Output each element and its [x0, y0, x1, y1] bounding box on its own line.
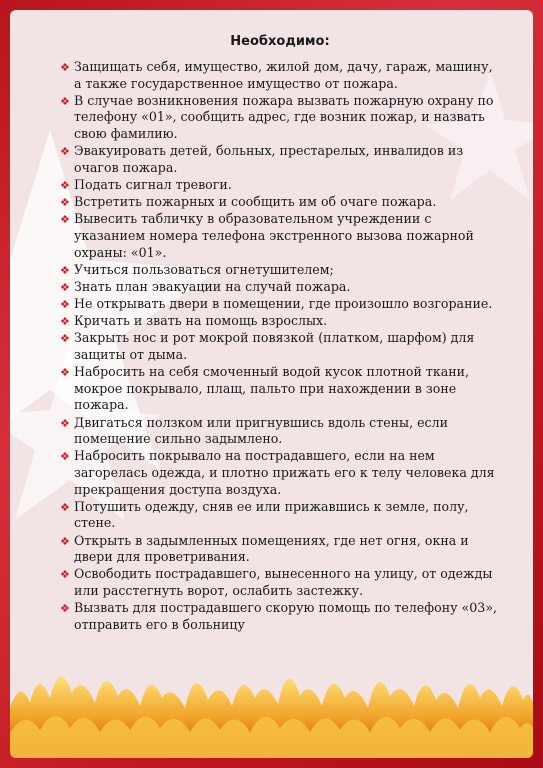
list-item: ❖ Кричать и звать на помощь взрослых.: [60, 313, 500, 330]
list-item: ❖ Потушить одежду, сняв ее или прижавшись к земле, полу, стене.: [60, 498, 469, 531]
diamond-bullet-icon: ❖: [60, 315, 70, 329]
list-item: ❖ Встретить пожарных и сообщить им об очаге пожара.: [60, 194, 500, 211]
diamond-bullet-icon: ❖: [60, 94, 70, 108]
diamond-bullet-icon: ❖: [60, 196, 70, 210]
diamond-bullet-icon: ❖: [60, 416, 70, 430]
list-item: ❖ Эвакуировать детей, больных, престарелых, инвалидов из очагов пожара.: [60, 143, 464, 175]
rules-list: [60, 59, 500, 633]
diamond-bullet-icon: ❖: [60, 280, 70, 294]
diamond-bullet-icon: ❖: [60, 602, 70, 616]
diamond-bullet-icon: ❖: [60, 263, 70, 277]
list-item: ❖ Защищать себя, имущество, жилой дом, дачу, гараж, машину, а также государственное имущество от пожара.: [60, 59, 493, 91]
diamond-bullet-icon: ❖: [60, 450, 70, 464]
diamond-bullet-icon: ❖: [60, 213, 70, 227]
list-item: ❖ Учиться пользоваться огнетушителем;: [60, 262, 500, 279]
diamond-bullet-icon: ❖: [60, 298, 70, 312]
diamond-bullet-icon: ❖: [60, 500, 70, 514]
list-item: ❖ Вывесить табличку в образовательном учреждении с указанием номера телефона экстренного вызова пожарной охраны: «01».: [60, 211, 474, 260]
decorative-flames: [10, 648, 533, 758]
text-content: [60, 28, 500, 634]
page-title: Необходимо:: [230, 34, 330, 49]
list-item: ❖ Подать сигнал тревоги.: [60, 177, 500, 194]
content-panel: [10, 10, 533, 758]
list-item: ❖ В случае возникновения пожара вызвать пожарную охрану по телефону «01», сообщить адрес, где возник пожар, и назвать свою фамилию.: [60, 92, 494, 141]
diamond-bullet-icon: ❖: [60, 534, 70, 548]
list-item: ❖ Не открывать двери в помещении, где произошло возгорание.: [60, 296, 500, 313]
list-item: ❖ Двигаться ползком или пригнувшись вдоль стены, если помещение сильно задымлено.: [60, 414, 448, 447]
diamond-bullet-icon: ❖: [60, 178, 70, 192]
list-item: ❖ Набросить на себя смоченный водой кусок плотной ткани, мокрое покрывало, плащ, пальто при нахождении в зоне пожара.: [60, 364, 469, 413]
diamond-bullet-icon: ❖: [60, 366, 70, 380]
list-item: ❖ Знать план эвакуации на случай пожара.: [60, 279, 500, 296]
list-item: ❖ Закрыть нос и рот мокрой повязкой (платком, шарфом) для защиты от дыма.: [60, 330, 475, 363]
diamond-bullet-icon: ❖: [60, 61, 70, 74]
diamond-bullet-icon: ❖: [60, 145, 70, 159]
diamond-bullet-icon: ❖: [60, 568, 70, 582]
list-item: ❖ Открыть в задымленных помещениях, где нет огня, окна и двери для проветривания.: [60, 532, 469, 565]
diamond-bullet-icon: ❖: [60, 332, 70, 346]
list-item: ❖ Вызвать для пострадавшего скорую помощь по телефону «03», отправить его в больницу: [60, 600, 497, 632]
list-item: ❖ Освободить пострадавшего, вынесенного на улицу, от одежды или расстегнуть ворот, ослабить застежку.: [60, 566, 493, 598]
list-item: ❖ Набросить покрывало на пострадавшего, если на нем загорелась одежда, и плотно прижать его к телу человека для прекращения доступа воздуха.: [60, 448, 495, 497]
